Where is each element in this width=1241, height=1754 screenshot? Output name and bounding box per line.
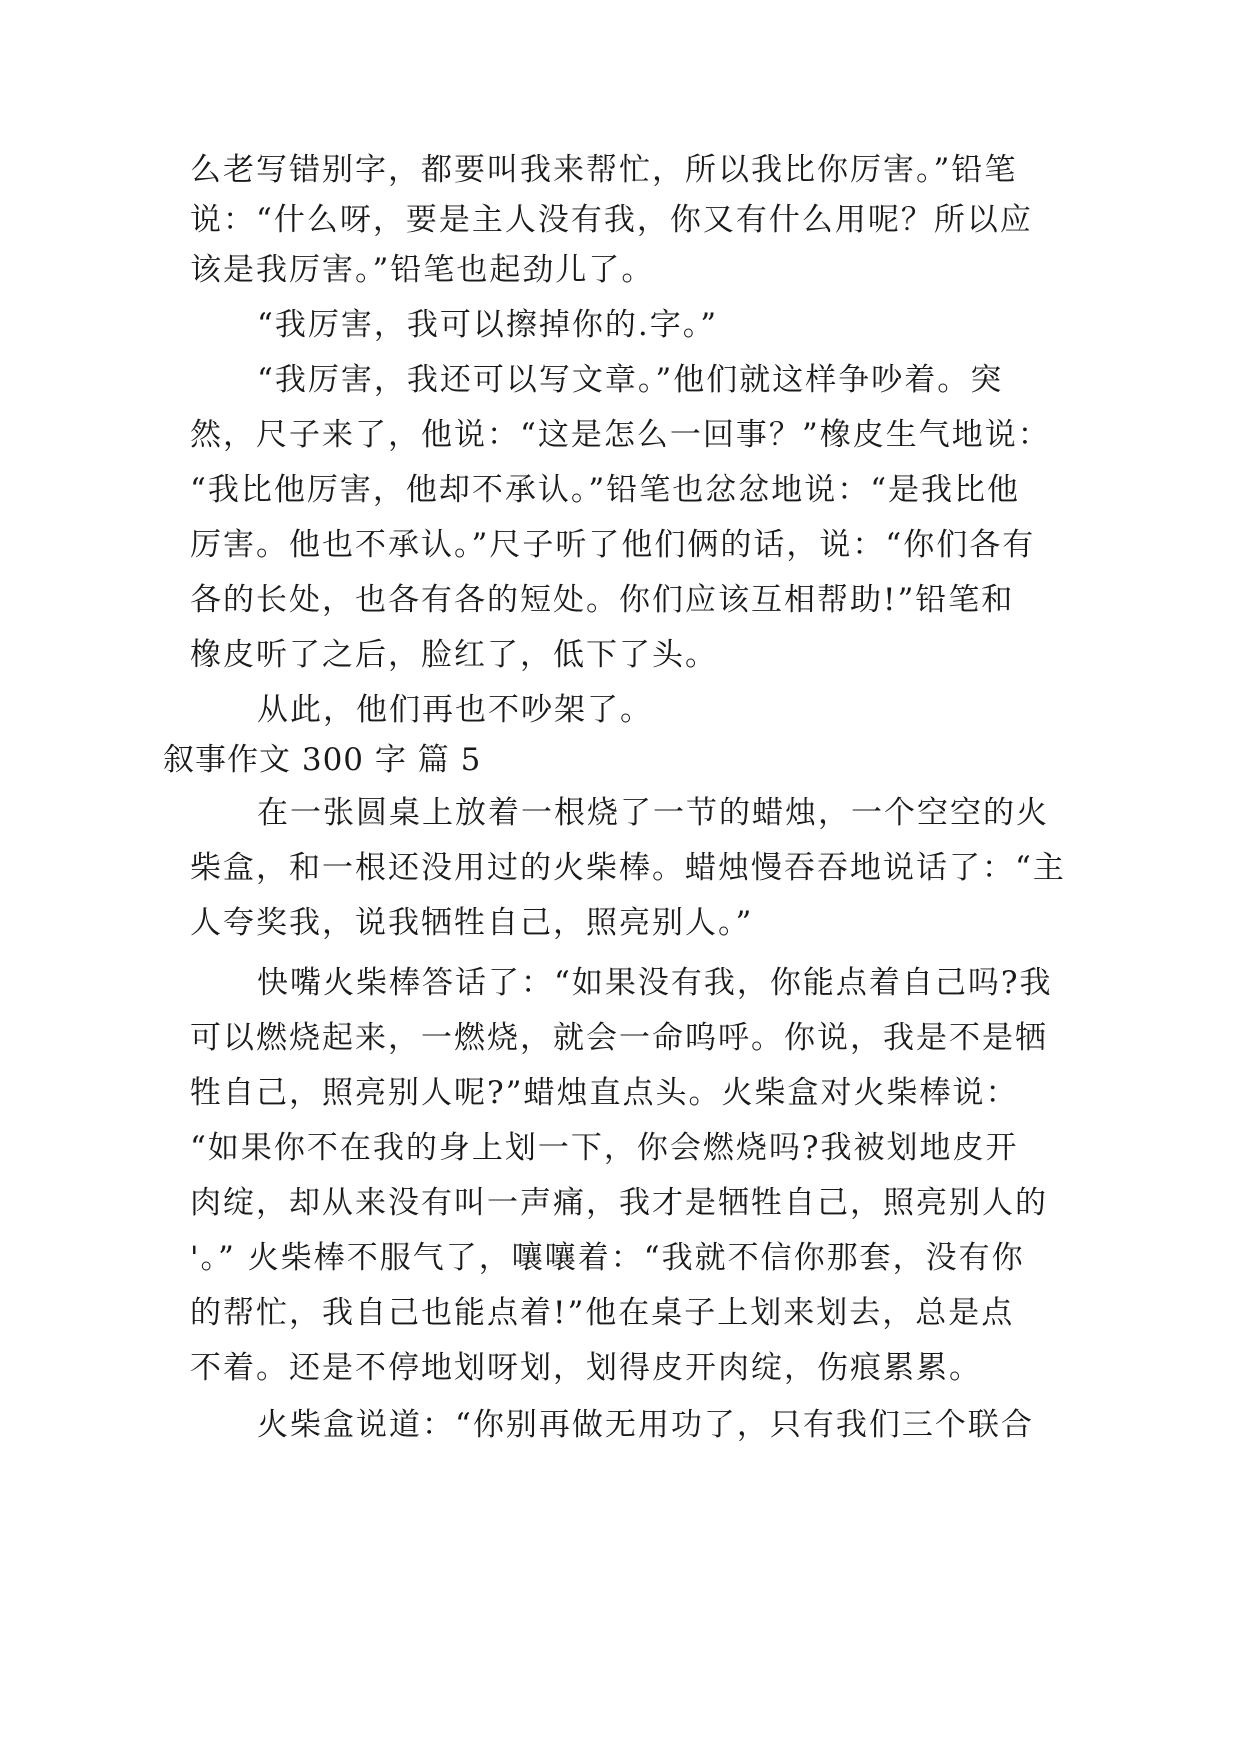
text-line: 该是我厉害。”铅笔也起劲儿了。 [190,252,655,288]
text-line: 柴盒，和一根还没用过的火柴棒。蜡烛慢吞吞地说话了：“主 [190,850,1066,886]
text-line: 的帮忙，我自己也能点着!”他在桌子上划来划去，总是点 [190,1295,1015,1331]
text-line: 可以燃烧起来，一燃烧，就会一命呜呼。你说，我是不是牺 [190,1020,1048,1056]
text-line: 火柴盒说道：“你别再做无用功了，只有我们三个联合 [257,1407,1034,1443]
section-heading: 叙事作文 300 字 篇 5 [163,742,482,778]
text-line: “我厉害，我还可以写文章。”他们就这样争吵着。突 [257,362,1004,398]
text-line: 不着。还是不停地划呀划，划得皮开肉绽，伤痕累累。 [190,1350,982,1386]
text-line: 人夸奖我，说我牺牲自己，照亮别人。” [190,905,754,941]
text-line: “我厉害，我可以擦掉你的.字。” [257,307,719,343]
text-line: “我比他厉害，他却不承认。”铅笔也忿忿地说：“是我比他 [190,472,1021,508]
text-line: 厉害。他也不承认。”尺子听了他们俩的话，说：“你们各有 [190,527,1036,563]
text-line: 么老写错别字，都要叫我来帮忙，所以我比你厉害。”铅笔 [190,152,1018,188]
text-line: 肉绽，却从来没有叫一声痛，我才是牺牲自己，照亮别人的 [190,1185,1048,1221]
text-line: 牲自己，照亮别人呢?”蜡烛直点头。火柴盒对火柴棒说： [190,1075,1019,1111]
text-line: 从此，他们再也不吵架了。 [257,692,653,728]
text-line: 快嘴火柴棒答话了：“如果没有我，你能点着自己吗?我 [257,965,1053,1001]
text-line: '。” 火柴棒不服气了，嚷嚷着：“我就不信你那套，没有你 [190,1240,1025,1276]
text-line: 橡皮听了之后，脸红了，低下了头。 [190,637,718,673]
text-line: 然，尺子来了，他说：“这是怎么一回事？”橡皮生气地说： [190,417,1051,453]
text-line: 各的长处，也各有各的短处。你们应该互相帮助!”铅笔和 [190,582,1015,618]
text-line: “如果你不在我的身上划一下，你会燃烧吗?我被划地皮开 [190,1130,1019,1166]
text-line: 在一张圆桌上放着一根烧了一节的蜡烛，一个空空的火 [257,795,1049,831]
text-line: 说：“什么呀，要是主人没有我，你又有什么用呢？所以应 [190,202,1033,238]
